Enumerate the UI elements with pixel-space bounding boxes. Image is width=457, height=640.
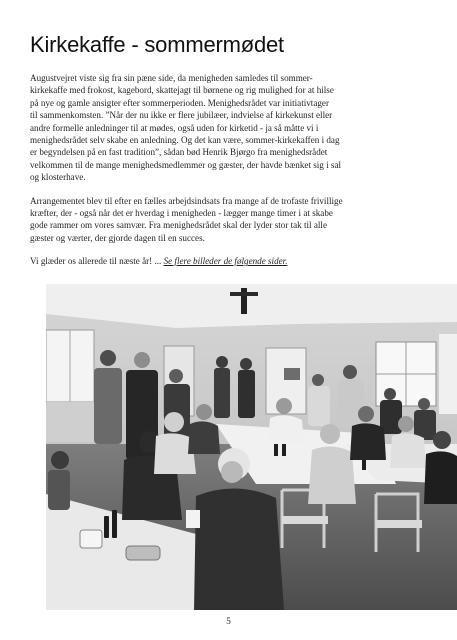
paragraph-2-line: gode rammer om vores samvær. Fra menighedsrådet skal der lyder stor tak til alle xyxy=(30,220,327,231)
paragraph-2-line: gæster og værter, der gjorde dagen til en succes. xyxy=(30,232,205,243)
paragraph-1 xyxy=(30,72,430,184)
article-body xyxy=(30,72,430,279)
event-photo xyxy=(46,284,457,610)
paragraph-2-line: kræfter, der - også når det er hverdag i menigheden - lægger mange timer i at skabe xyxy=(30,208,333,219)
paragraph-1-line: til sammenkomsten. ”Når der nu ikke er flere jubilæer, indvielse af kirkekunst eller xyxy=(30,110,333,121)
paragraph-1-line: kirkekaffe med frokost, kagebord, skattejagt til børnene og rig mulighed for at hilse xyxy=(30,85,334,96)
paragraph-1-line: Augustvejret viste sig fra sin pæne side, da menigheden samledes til sommer- xyxy=(30,73,313,83)
paragraph-1-line: andre formelle anledninger til at mødes, også uden for kirketid - ja så måtte vi i xyxy=(30,122,319,133)
paragraph-1-line: menighedsrådet selv skabe en anledning. Og det kan være, sommer-kirkekaffen i dag xyxy=(30,135,340,146)
paragraph-1-line: og klosterhave. xyxy=(30,172,86,183)
paragraph-1-line: er begyndelsen på en fast tradition”, sådan bød Henrik Bjørgo fra menighedsrådet xyxy=(30,147,328,158)
page-title: Kirkekaffe - sommermødet xyxy=(30,32,284,57)
page-number: 5 xyxy=(226,616,231,626)
event-photo-image xyxy=(46,284,457,610)
paragraph-1-line: på nye og gamle ansigter efter sommerperioden. Menighedsrådet var initiativtager xyxy=(30,97,329,108)
paragraph-2 xyxy=(30,195,430,245)
closing-text: Vi glæder os allerede til næste år! ... xyxy=(30,256,164,267)
more-pictures-link[interactable]: Se flere billeder de følgende sider. xyxy=(163,256,288,267)
paragraph-2-line: Arrangementet blev til efter en fælles arbejdsindsats fra mange af de trofaste frivillige xyxy=(30,195,343,206)
paragraph-1-line: velkommen til de mange menighedsmedlemmer og gæster, der havde bænket sig i sal xyxy=(30,159,342,170)
closing-paragraph xyxy=(30,255,430,267)
